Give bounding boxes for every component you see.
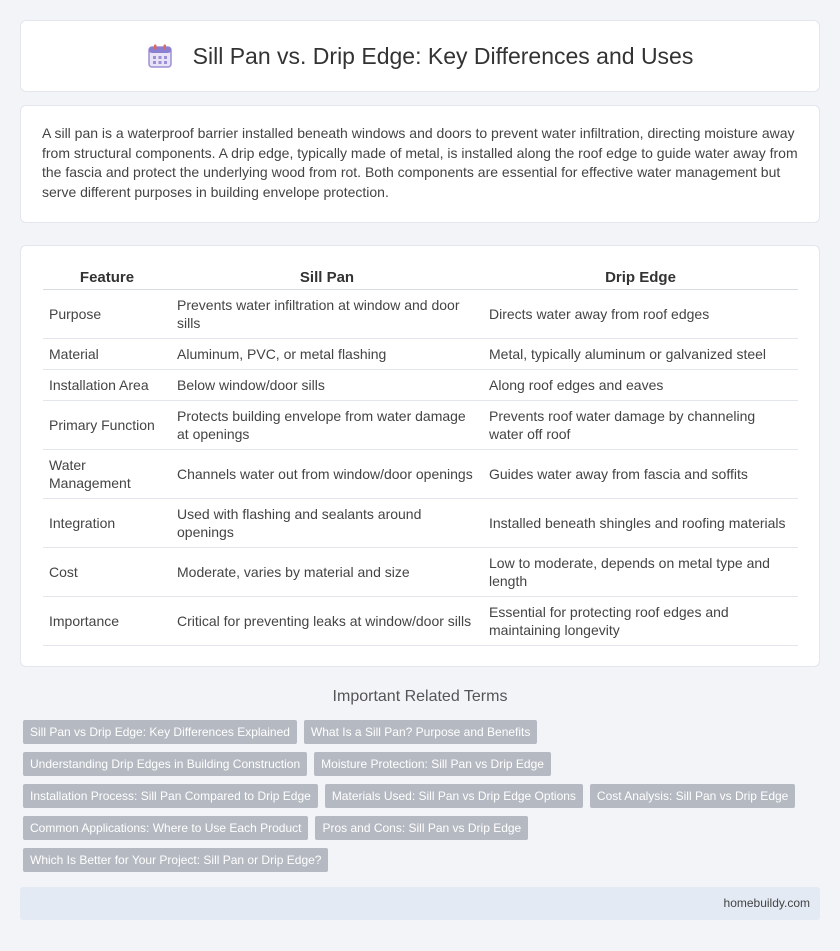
table-cell: Integration: [43, 499, 171, 548]
table-row: [43, 548, 798, 597]
table-row: [43, 370, 798, 401]
footer-site[interactable]: homebuildy.com: [723, 896, 810, 910]
table-header-row: [43, 264, 798, 290]
related-tag[interactable]: Cost Analysis: Sill Pan vs Drip Edge: [590, 784, 795, 808]
table-cell: Material: [43, 339, 171, 370]
related-terms-title: Important Related Terms: [332, 688, 508, 705]
table-cell: Along roof edges and eaves: [483, 370, 798, 401]
table-cell: Channels water out from window/door openings: [171, 450, 483, 499]
table-row: [43, 450, 798, 499]
header-sill-pan: Sill Pan: [171, 264, 483, 290]
table-cell: Low to moderate, depends on metal type and length: [483, 548, 798, 597]
related-tag[interactable]: Moisture Protection: Sill Pan vs Drip Edge: [314, 752, 551, 776]
title-card: [20, 20, 820, 92]
related-tag[interactable]: Materials Used: Sill Pan vs Drip Edge Options: [325, 784, 583, 808]
intro-card: [20, 105, 820, 223]
related-tag[interactable]: Sill Pan vs Drip Edge: Key Differences Explained: [23, 720, 297, 744]
header-drip-edge: Drip Edge: [483, 264, 798, 290]
table-cell: Essential for protecting roof edges and maintaining longevity: [483, 597, 798, 646]
calendar-icon: [147, 43, 173, 69]
table-row: [43, 401, 798, 450]
related-tag[interactable]: Common Applications: Where to Use Each Product: [23, 816, 308, 840]
table-cell: Importance: [43, 597, 171, 646]
related-tag[interactable]: Installation Process: Sill Pan Compared to Drip Edge: [23, 784, 318, 808]
table-cell: Below window/door sills: [171, 370, 483, 401]
table-cell: Installed beneath shingles and roofing materials: [483, 499, 798, 548]
table-row: [43, 290, 798, 339]
table-cell: Prevents roof water damage by channeling water off roof: [483, 401, 798, 450]
table-row: [43, 499, 798, 548]
page-title: Sill Pan vs. Drip Edge: Key Differences and Uses: [192, 42, 694, 69]
table-row: [43, 597, 798, 646]
comparison-card: [20, 245, 820, 667]
footer: [20, 887, 820, 920]
intro-text: A sill pan is a waterproof barrier installed beneath windows and doors to prevent water infiltration, directing moisture away from structural components. A drip edge, typically made of metal, is installed along the roof edge to guide water away from the fascia and protect the underlying wood from rot. Both components are essential for effective water management but serve different purposes in building envelope protection.: [42, 125, 798, 200]
table-row: [43, 339, 798, 370]
table-cell: Directs water away from roof edges: [483, 290, 798, 339]
table-cell: Protects building envelope from water damage at openings: [171, 401, 483, 450]
table-cell: Moderate, varies by material and size: [171, 548, 483, 597]
table-cell: Aluminum, PVC, or metal flashing: [171, 339, 483, 370]
comparison-table: [43, 264, 798, 646]
table-cell: Primary Function: [43, 401, 171, 450]
table-cell: Purpose: [43, 290, 171, 339]
table-cell: Critical for preventing leaks at window/door sills: [171, 597, 483, 646]
table-cell: Used with flashing and sealants around openings: [171, 499, 483, 548]
related-tags: [23, 720, 813, 880]
related-tag[interactable]: Pros and Cons: Sill Pan vs Drip Edge: [315, 816, 528, 840]
related-tag[interactable]: What Is a Sill Pan? Purpose and Benefits: [304, 720, 537, 744]
table-cell: Cost: [43, 548, 171, 597]
table-cell: Prevents water infiltration at window and door sills: [171, 290, 483, 339]
header-feature: Feature: [43, 264, 171, 290]
related-tag[interactable]: Understanding Drip Edges in Building Construction: [23, 752, 307, 776]
table-cell: Water Management: [43, 450, 171, 499]
table-cell: Installation Area: [43, 370, 171, 401]
related-tag[interactable]: Which Is Better for Your Project: Sill Pan or Drip Edge?: [23, 848, 328, 872]
table-cell: Metal, typically aluminum or galvanized steel: [483, 339, 798, 370]
table-cell: Guides water away from fascia and soffits: [483, 450, 798, 499]
